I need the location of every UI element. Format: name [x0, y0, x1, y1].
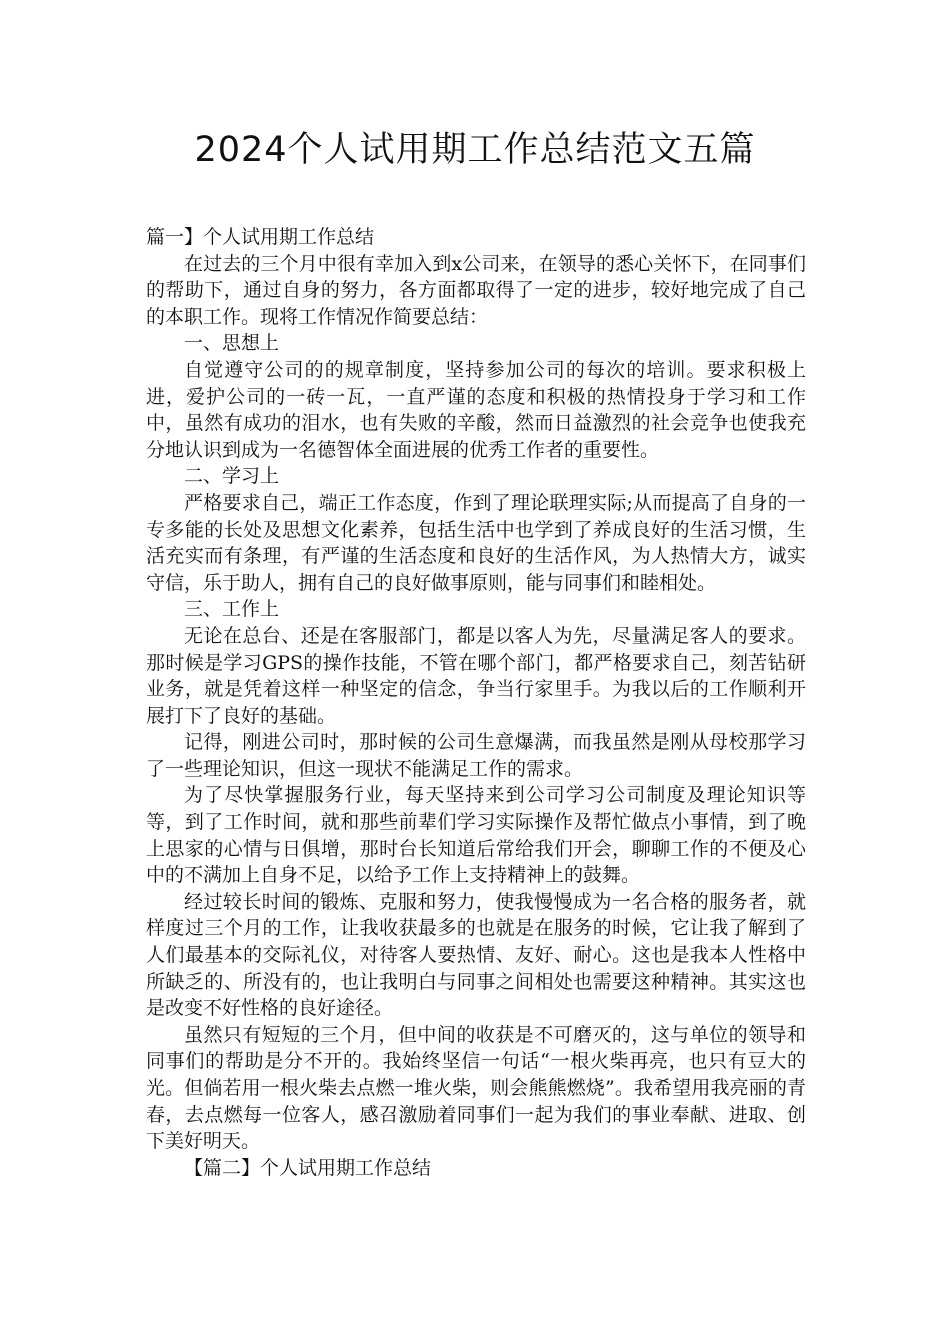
- section-heading: 篇一】个人试用期工作总结: [146, 226, 375, 248]
- paragraph: 无论在总台、还是在客服部门，都是以客人为先，尽量满足客人的要求。那时候是学习GPS的操作技能，不管在哪个部门，都严格要求自己，刻苦钻研业务，就是凭着这样一种坚定的信念，争当行家里手。为我以后的工作顺利开展打下了良好的基础。: [146, 624, 806, 727]
- document-body: [146, 224, 806, 1181]
- paragraph: 严格要求自己，端正工作态度，作到了理论联理实际;从而提高了自身的一专多能的长处及思想文化素养，包括生活中也学到了养成良好的生活习惯，生活充实而有条理，有严谨的生活态度和良好的生活作风，为人热情大方，诚实守信，乐于助人，拥有自己的良好做事原则，能与同事们和睦相处。: [146, 491, 806, 594]
- paragraph: 在过去的三个月中很有幸加入到x公司来，在领导的悉心关怀下，在同事们的帮助下，通过自身的努力，各方面都取得了一定的进步，较好地完成了自己的本职工作。现将工作情况作简要总结：: [146, 252, 806, 328]
- subheading: 一、思想上: [184, 332, 280, 355]
- section-heading: 【篇二】个人试用期工作总结: [184, 1156, 432, 1179]
- paragraph: 经过较长时间的锻炼、克服和努力，使我慢慢成为一名合格的服务者，就样度过三个月的工作，让我收获最多的也就是在服务的时候，它让我了解到了人们最基本的交际礼仪，对待客人要热情、友好、耐心。这也是我本人性格中所缺乏的、所没有的，也让我明白与同事之间相处也需要这种精神。其实这也是改变不好性格的良好途径。: [146, 890, 806, 1020]
- subheading: 二、学习上: [184, 465, 280, 488]
- paragraph: 记得，刚进公司时，那时候的公司生意爆满，而我虽然是刚从母校那学习了一些理论知识，但这一现状不能满足工作的需求。: [146, 731, 806, 780]
- paragraph: 虽然只有短短的三个月，但中间的收获是不可磨灭的，这与单位的领导和同事们的帮助是分不开的。我始终坚信一句话“一根火柴再亮，也只有豆大的光。但倘若用一根火柴去点燃一堆火柴，则会熊熊燃烧”。我希望用我亮丽的青春，去点燃每一位客人，感召激励着同事们一起为我们的事业奉献、进取、创下美好明天。: [146, 1023, 806, 1153]
- document-title: 2024个人试用期工作总结范文五篇: [194, 130, 756, 170]
- paragraph: 自觉遵守公司的的规章制度，坚持参加公司的每次的培训。要求积极上进，爱护公司的一砖一瓦，一直严谨的态度和积极的热情投身于学习和工作中，虽然有成功的泪水，也有失败的辛酸，然而日益激烈的社会竞争也使我充分地认识到成为一名德智体全面进展的优秀工作者的重要性。: [146, 358, 806, 461]
- subheading: 三、工作上: [184, 598, 280, 621]
- paragraph: 为了尽快掌握服务行业，每天坚持来到公司学习公司制度及理论知识等等，到了工作时间，就和那些前辈们学习实际操作及帮忙做点小事情，到了晚上思家的心情与日俱增，那时台长知道后常给我们开会，聊聊工作的不便及心中的不满加上自身不足，以给予工作上支持精神上的鼓舞。: [146, 784, 806, 887]
